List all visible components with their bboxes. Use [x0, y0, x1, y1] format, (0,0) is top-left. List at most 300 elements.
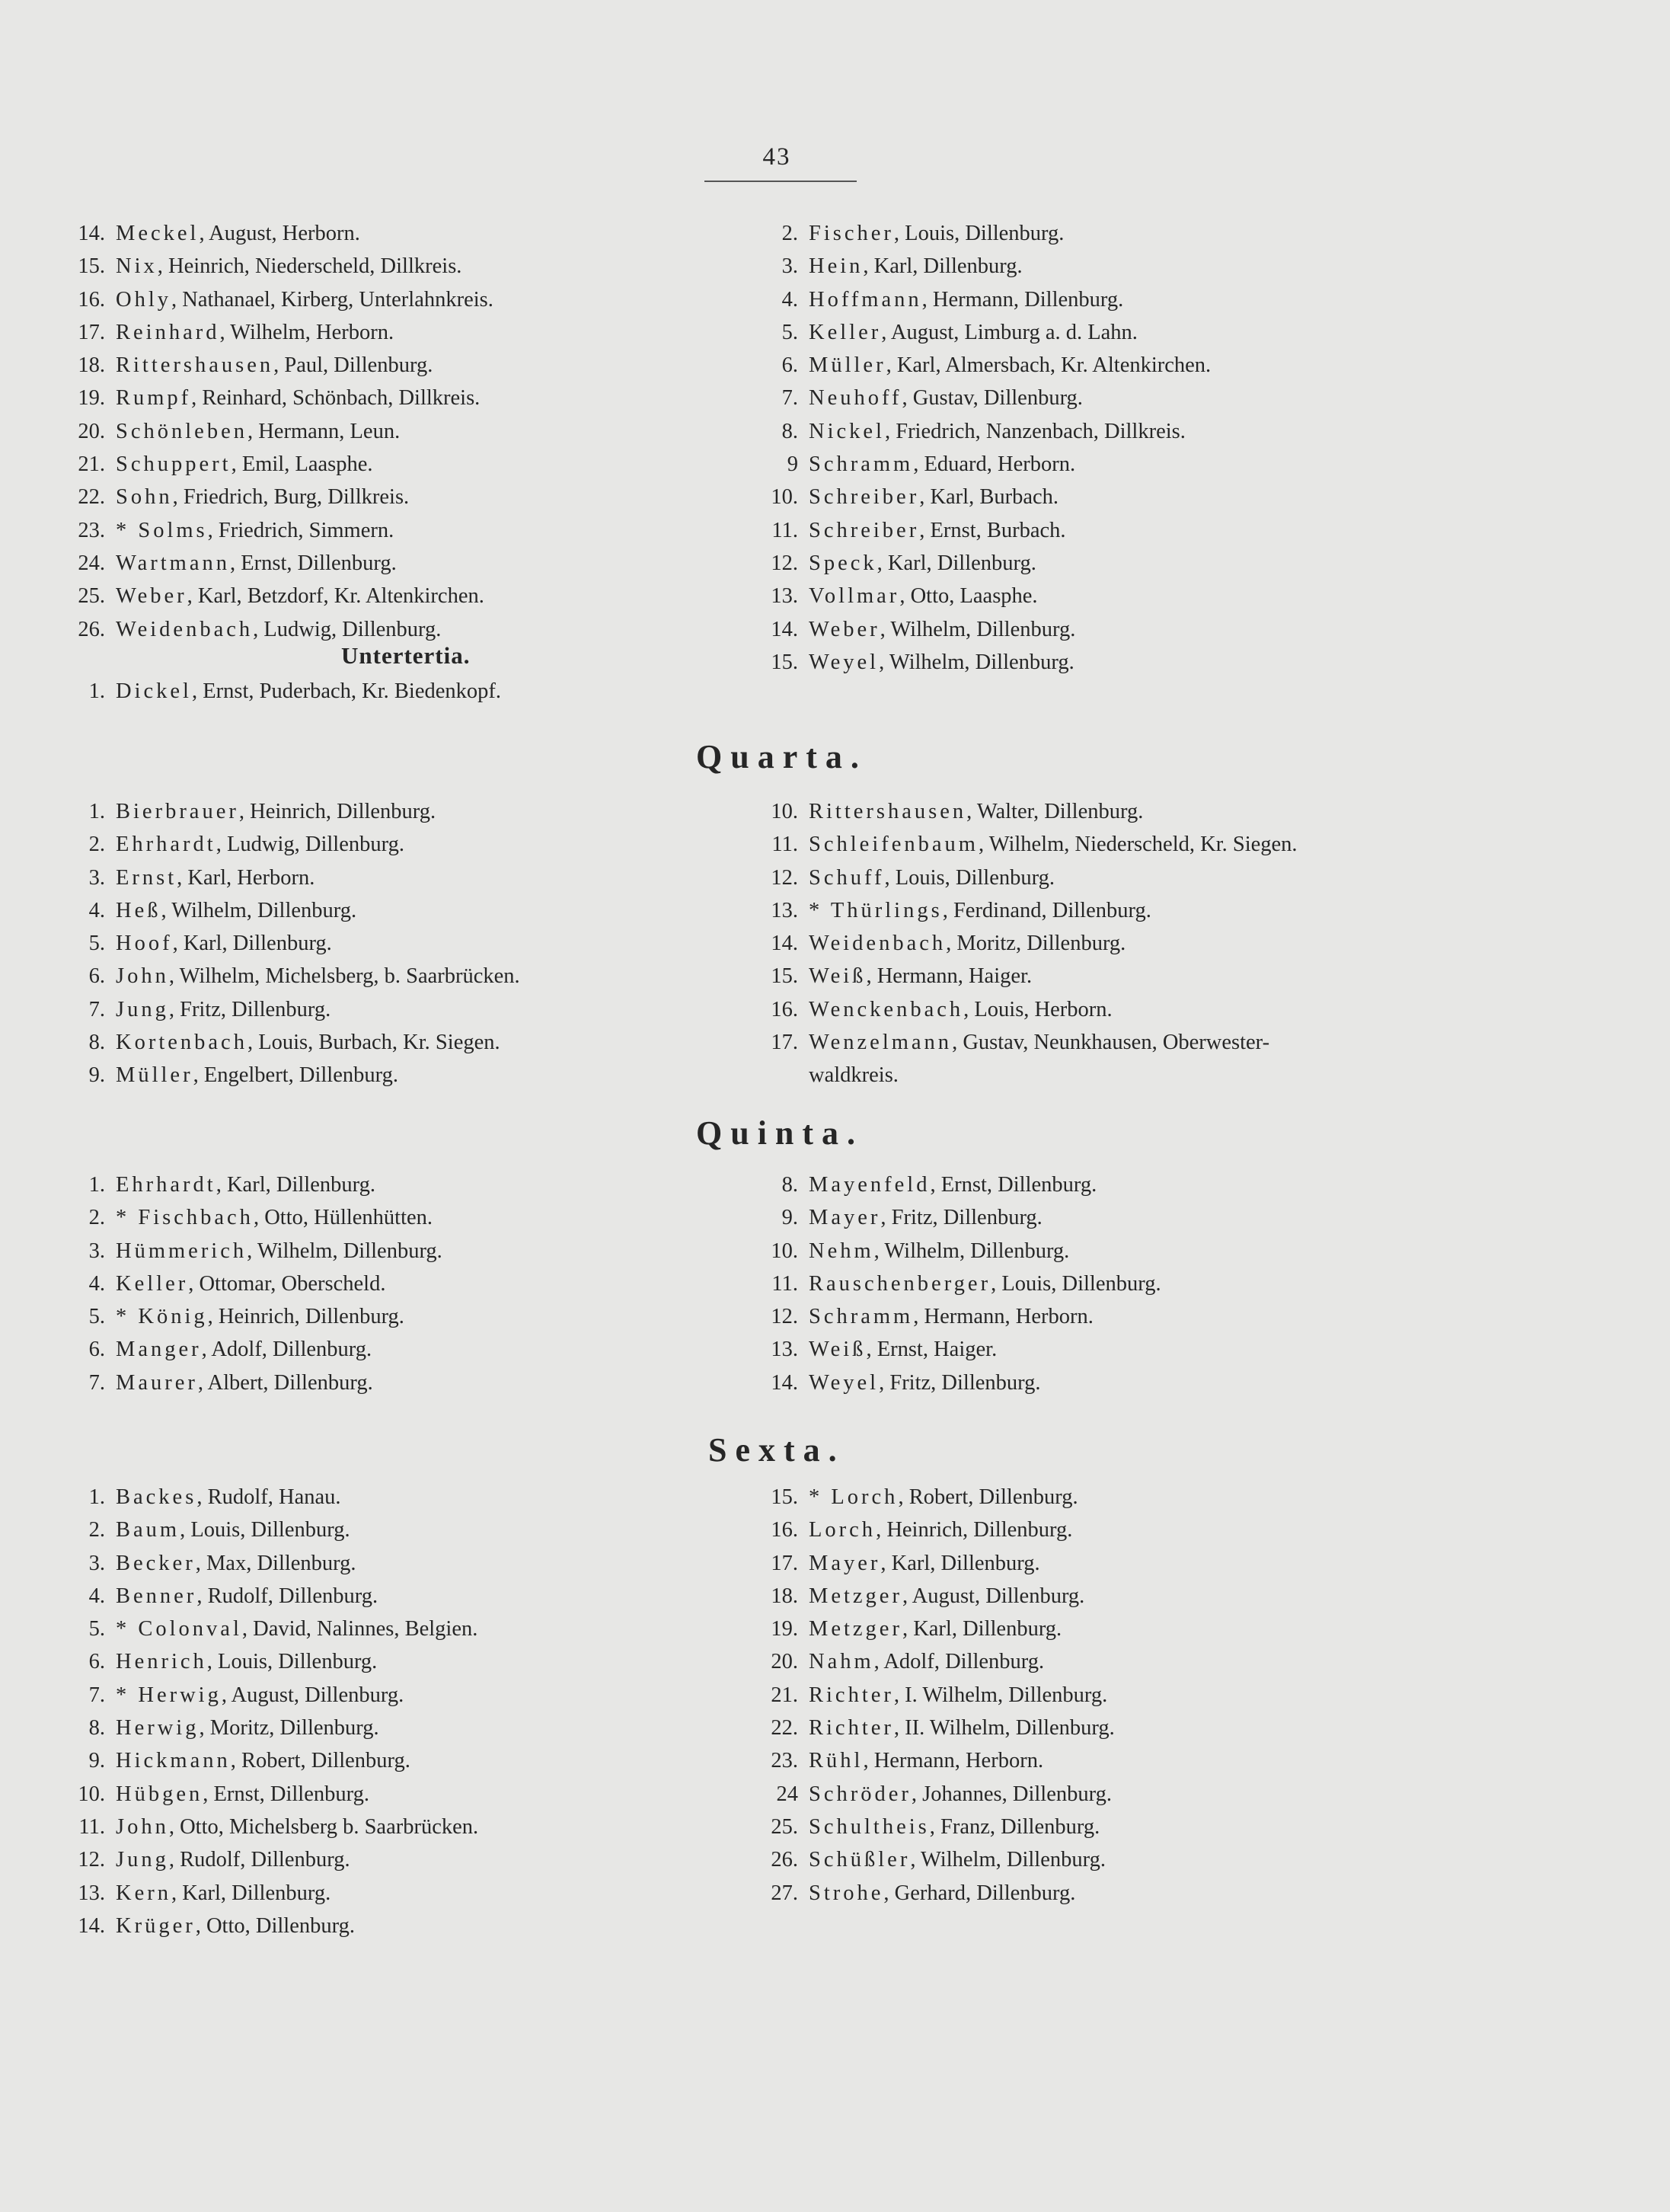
list-item [69, 1580, 478, 1613]
quarta-wrap-line: waldkreis. [809, 1063, 899, 1087]
entry-surname: Herwig [116, 1716, 200, 1741]
list-item [69, 960, 520, 993]
entry-surname: Müller [116, 1063, 193, 1088]
list-item [69, 828, 520, 861]
list-item [69, 861, 520, 894]
entry-number: 8. [88, 1031, 105, 1055]
entry-surname: * König [116, 1305, 208, 1329]
entry-details: , Fritz, Dillenburg. [880, 1206, 1043, 1230]
entry-number: 4. [781, 287, 798, 312]
entry-number: 10. [771, 485, 798, 510]
list-item [762, 1744, 1115, 1777]
list-item [69, 1300, 442, 1333]
list-item [69, 1613, 478, 1645]
entry-number: 24 [776, 1782, 798, 1806]
entry-surname: Wenckenbach [809, 997, 964, 1021]
entry-details: , Wilhelm, Michelsberg, b. Saarbrücken. [168, 964, 520, 989]
list-item [69, 1645, 478, 1678]
entry-surname: Metzger [809, 1617, 902, 1641]
entry-number: 12. [771, 865, 798, 890]
list-item [762, 1201, 1161, 1234]
quarta-right-list [762, 795, 1298, 1059]
entry-details: , Otto, Laasphe. [899, 584, 1038, 609]
entry-number: 12. [771, 1305, 798, 1329]
entry-surname: Mayer [809, 1206, 881, 1230]
list-item [762, 1645, 1115, 1678]
entry-details: , Karl, Dillenburg. [877, 551, 1036, 575]
list-item [762, 1613, 1115, 1645]
entry-surname: * Herwig [116, 1683, 222, 1707]
entry-surname: Heß [116, 898, 161, 922]
entry-number: 5. [781, 320, 798, 344]
list-item [69, 1811, 478, 1843]
entry-surname: Keller [116, 1271, 189, 1296]
entry-number: 4. [88, 1584, 105, 1608]
entry-details: , Fritz, Dillenburg. [879, 1370, 1041, 1395]
entry-surname: Wenzelmann [809, 1031, 953, 1055]
entry-surname: Hümmerich [116, 1239, 247, 1263]
entry-number: 6. [781, 353, 798, 378]
entry-number: 3. [781, 254, 798, 279]
entry-surname: Nehm [809, 1239, 874, 1263]
top-left-list [69, 217, 493, 646]
entry-details: , Wilhelm, Niederscheld, Kr. Siegen. [978, 833, 1298, 857]
entry-details: , Walter, Dillenburg. [966, 800, 1144, 823]
entry-surname: Weber [809, 617, 880, 641]
list-item [762, 1235, 1161, 1267]
entry-number: 10. [771, 800, 798, 823]
list-item [762, 1300, 1161, 1333]
entry-details: , Hermann, Dillenburg. [921, 287, 1124, 312]
entry-details: , Louis, Burbach, Kr. Siegen. [247, 1031, 500, 1055]
list-item [762, 1712, 1115, 1744]
entry-surname: Weiß [809, 1338, 867, 1362]
list-item [762, 1168, 1161, 1201]
list-item [762, 927, 1298, 960]
quinta-heading: Quinta. [696, 1114, 864, 1152]
sexta-right-list [762, 1481, 1115, 1910]
entry-details: , Wilhelm, Dillenburg. [910, 1848, 1106, 1872]
entry-details: , Reinhard, Schönbach, Dillkreis. [191, 386, 481, 411]
entry-number: 13. [78, 1881, 105, 1905]
entry-surname: Rittershausen [116, 353, 274, 378]
entry-details: , Gustav, Dillenburg. [902, 386, 1083, 411]
entry-number: 12. [78, 1848, 105, 1872]
entry-details: , Ernst, Dillenburg. [230, 551, 397, 575]
entry-number: 18. [78, 353, 105, 378]
entry-details: , Louis, Dillenburg. [991, 1271, 1161, 1296]
entry-surname: Lorch [809, 1518, 877, 1542]
list-item [69, 675, 501, 708]
list-item [762, 1481, 1115, 1514]
entry-details: , Hermann, Herborn. [913, 1305, 1094, 1329]
entry-number: 21. [771, 1683, 798, 1707]
quarta-heading: Quarta. [696, 738, 867, 775]
entry-number: 9 [787, 452, 798, 477]
sexta-left-list [69, 1481, 478, 1942]
entry-surname: Ernst [116, 865, 177, 890]
entry-surname: Müller [809, 353, 886, 378]
entry-surname: Schuppert [116, 452, 232, 477]
entry-details: , Karl, Dillenburg. [172, 932, 332, 956]
entry-number: 18. [771, 1584, 798, 1608]
entry-number: 11. [771, 518, 798, 542]
untertertia-heading: Untertertia. [341, 642, 471, 669]
entry-number: 4. [88, 1271, 105, 1296]
entry-details: , Ottomar, Oberscheld. [188, 1271, 386, 1296]
list-item [762, 580, 1211, 612]
list-item [69, 1026, 520, 1059]
list-item [69, 1201, 442, 1234]
entry-details: , Karl, Dillenburg. [171, 1881, 331, 1905]
list-item [762, 382, 1211, 414]
entry-surname: Schuff [809, 865, 885, 890]
entry-details: , Wilhelm, Dillenburg. [161, 898, 357, 922]
entry-surname: Schreiber [809, 485, 920, 510]
entry-surname: Metzger [809, 1584, 902, 1608]
entry-number: 16. [771, 1518, 798, 1542]
sexta-heading: Sexta. [708, 1431, 845, 1469]
list-item [762, 1679, 1115, 1712]
entry-surname: Weyel [809, 1370, 880, 1395]
entry-details: , Nathanael, Kirberg, Unterlahnkreis. [171, 287, 493, 312]
entry-details: , Karl, Dillenburg. [880, 1551, 1040, 1575]
list-item [69, 1910, 478, 1942]
list-item [762, 1267, 1161, 1300]
entry-details: , Adolf, Dillenburg. [873, 1650, 1045, 1674]
entry-surname: Rühl [809, 1749, 864, 1773]
entry-number: 10. [78, 1782, 105, 1806]
entry-surname: Ehrhardt [116, 833, 216, 857]
entry-number: 19. [771, 1617, 798, 1641]
list-item [762, 547, 1211, 580]
entry-details: , Moritz, Dillenburg. [199, 1716, 379, 1741]
entry-surname: Weber [116, 584, 187, 609]
entry-surname: Ehrhardt [116, 1173, 216, 1197]
untertertia-first-entry [69, 675, 501, 708]
list-item [762, 1026, 1298, 1059]
list-item [762, 960, 1298, 993]
entry-surname: John [116, 1814, 169, 1839]
entry-number: 15. [771, 1485, 798, 1509]
entry-number: 25. [771, 1814, 798, 1839]
entry-number: 2. [88, 1206, 105, 1230]
list-item [762, 795, 1298, 828]
entry-details: , Karl, Dillenburg. [902, 1617, 1062, 1641]
list-item [69, 1267, 442, 1300]
entry-number: 26. [78, 617, 105, 641]
entry-details: , Gustav, Neunkhausen, Oberwester- [952, 1031, 1270, 1055]
entry-number: 7. [88, 1370, 105, 1395]
list-item [762, 1843, 1115, 1876]
list-item [69, 1481, 478, 1514]
page-number: 43 [762, 143, 791, 171]
list-item [69, 547, 493, 580]
list-item [762, 1514, 1115, 1546]
entry-details: , Friedrich, Burg, Dillkreis. [172, 485, 410, 510]
entry-number: 5. [88, 1305, 105, 1329]
list-item [762, 349, 1211, 382]
entry-details: , Ernst, Dillenburg. [203, 1782, 369, 1806]
entry-number: 7. [88, 997, 105, 1021]
entry-details: , I. Wilhelm, Dillenburg. [893, 1683, 1108, 1707]
list-item [69, 1877, 478, 1910]
entry-number: 20. [771, 1650, 798, 1674]
entry-details: , Engelbert, Dillenburg. [193, 1063, 398, 1088]
entry-surname: John [116, 964, 169, 989]
entry-number: 20. [78, 419, 105, 443]
entry-number: 23. [78, 518, 105, 542]
entry-details: , Albert, Dillenburg. [197, 1370, 373, 1395]
list-item [69, 1547, 478, 1580]
entry-details: , August, Limburg a. d. Lahn. [881, 320, 1138, 344]
list-item [69, 382, 493, 414]
entry-surname: Sohn [116, 485, 173, 510]
entry-details: , Wilhelm, Herborn. [219, 320, 394, 344]
entry-details: , Johannes, Dillenburg. [911, 1782, 1112, 1806]
entry-surname: Schröder [809, 1782, 912, 1806]
entry-surname: Baum [116, 1518, 180, 1542]
entry-number: 9. [88, 1749, 105, 1773]
entry-surname: Richter [809, 1716, 894, 1741]
entry-details: , Louis, Dillenburg. [884, 865, 1055, 890]
entry-surname: Rauschenberger [809, 1271, 991, 1296]
entry-surname: Nahm [809, 1650, 874, 1674]
entry-number: 1. [88, 1485, 105, 1509]
entry-surname: Hoffmann [809, 287, 922, 312]
entry-details: , Max, Dillenburg. [195, 1551, 356, 1575]
entry-surname: Manger [116, 1338, 202, 1362]
entry-number: 13. [771, 584, 798, 609]
entry-number: 2. [781, 222, 798, 245]
entry-surname: Nix [116, 254, 158, 279]
entry-details: , August, Dillenburg. [221, 1683, 404, 1707]
entry-details: , Louis, Dillenburg. [180, 1518, 350, 1542]
entry-number: 3. [88, 1239, 105, 1263]
entry-surname: Weiß [809, 964, 867, 989]
list-item [69, 1235, 442, 1267]
entry-details: , Karl, Herborn. [177, 865, 315, 890]
entry-number: 15. [78, 254, 105, 279]
entry-details: , Robert, Dillenburg. [898, 1485, 1078, 1509]
entry-details: , August, Dillenburg. [902, 1584, 1085, 1608]
list-item [762, 250, 1211, 283]
list-item [69, 514, 493, 547]
entry-number: 11. [78, 1814, 105, 1839]
list-item [762, 646, 1211, 679]
entry-number: 15. [771, 650, 798, 674]
list-item [69, 580, 493, 612]
entry-surname: * Fischbach [116, 1206, 254, 1230]
entry-number: 26. [771, 1848, 798, 1872]
entry-details: , Louis, Dillenburg. [206, 1650, 378, 1674]
list-item [69, 1712, 478, 1744]
entry-surname: Maurer [116, 1370, 198, 1395]
entry-number: 10. [771, 1239, 798, 1263]
list-item [69, 1843, 478, 1876]
list-item [69, 795, 520, 828]
entry-surname: Rumpf [116, 386, 192, 411]
entry-details: , Rudolf, Dillenburg. [196, 1584, 378, 1608]
entry-number: 14. [78, 1913, 105, 1938]
entry-number: 14. [771, 932, 798, 956]
entry-surname: Neuhoff [809, 386, 902, 411]
top-right-list [762, 217, 1211, 679]
entry-surname: Rittershausen [809, 800, 967, 823]
list-item [69, 1367, 442, 1399]
entry-number: 5. [88, 932, 105, 956]
entry-number: 7. [781, 386, 798, 411]
entry-surname: Hickmann [116, 1749, 231, 1773]
list-item [69, 316, 493, 349]
entry-surname: Bierbrauer [116, 800, 239, 823]
entry-details: , Ernst, Burbach. [919, 518, 1066, 542]
entry-details: , Ludwig, Dillenburg. [216, 833, 404, 857]
entry-details: , Ernst, Puderbach, Kr. Biedenkopf. [191, 679, 502, 703]
entry-details: , Fritz, Dillenburg. [168, 997, 331, 1021]
entry-surname: Ohly [116, 287, 171, 312]
entry-details: , David, Nalinnes, Belgien. [241, 1617, 478, 1641]
entry-details: , Wilhelm, Dillenburg. [873, 1239, 1070, 1263]
quinta-left-list [69, 1168, 442, 1399]
entry-details: , Ferdinand, Dillenburg. [942, 898, 1151, 922]
entry-surname: Mayenfeld [809, 1173, 931, 1197]
list-item [762, 1877, 1115, 1910]
entry-details: , Otto, Michelsberg b. Saarbrücken. [168, 1814, 479, 1839]
entry-surname: Weyel [809, 650, 880, 674]
list-item [762, 316, 1211, 349]
entry-number: 15. [771, 964, 798, 989]
list-item [69, 1744, 478, 1777]
entry-surname: Vollmar [809, 584, 900, 609]
list-item [69, 1778, 478, 1811]
entry-details: , Robert, Dillenburg. [230, 1749, 410, 1773]
entry-surname: Schreiber [809, 518, 920, 542]
entry-number: 21. [78, 452, 105, 477]
entry-details: , Wilhelm, Dillenburg. [879, 650, 1074, 674]
list-item [762, 1580, 1115, 1613]
entry-surname: * Thürlings [809, 898, 943, 922]
list-item [69, 1333, 442, 1366]
entry-details: , Emil, Laasphe. [231, 452, 373, 477]
entry-surname: Hein [809, 254, 864, 279]
entry-details: , Otto, Hüllenhütten. [253, 1206, 433, 1230]
list-item [762, 1333, 1161, 1366]
entry-details: , Hermann, Leun. [247, 419, 401, 443]
entry-surname: Weidenbach [116, 617, 254, 641]
entry-details: , Heinrich, Dillenburg. [238, 800, 436, 823]
entry-details: , Louis, Dillenburg. [893, 222, 1065, 245]
entry-surname: Dickel [116, 679, 192, 703]
entry-surname: Schüßler [809, 1848, 911, 1872]
list-item [69, 927, 520, 960]
entry-surname: * Solms [116, 518, 208, 542]
entry-number: 8. [781, 1173, 798, 1197]
entry-surname: Richter [809, 1683, 894, 1707]
entry-number: 13. [771, 898, 798, 922]
list-item [762, 514, 1211, 547]
entry-details: , Karl, Dillenburg. [863, 254, 1023, 279]
list-item [762, 828, 1298, 861]
entry-surname: Henrich [116, 1650, 207, 1674]
quarta-right-wrap [762, 1059, 899, 1092]
entry-details: , Heinrich, Dillenburg. [207, 1305, 404, 1329]
entry-surname: * Colonval [116, 1617, 242, 1641]
entry-number: 3. [88, 865, 105, 890]
list-item [762, 283, 1211, 316]
entry-details: , Friedrich, Nanzenbach, Dillkreis. [884, 419, 1186, 443]
entry-number: 25. [78, 584, 105, 609]
list-item [69, 415, 493, 448]
entry-surname: Schleifenbaum [809, 833, 979, 857]
list-item [69, 217, 493, 250]
entry-details: , Friedrich, Simmern. [207, 518, 394, 542]
entry-details: , II. Wilhelm, Dillenburg. [893, 1716, 1115, 1741]
list-item [69, 993, 520, 1026]
list-item [762, 217, 1211, 250]
entry-number: 24. [78, 551, 105, 575]
entry-surname: Strohe [809, 1881, 884, 1905]
entry-surname: Backes [116, 1485, 197, 1509]
entry-surname: Schultheis [809, 1814, 930, 1839]
entry-number: 6. [88, 964, 105, 989]
entry-surname: Benner [116, 1584, 197, 1608]
list-item [69, 448, 493, 481]
entry-surname: Fischer [809, 222, 894, 245]
entry-surname: Jung [116, 997, 169, 1021]
entry-number: 17. [78, 320, 105, 344]
list-item [69, 250, 493, 283]
entry-number: 3. [88, 1551, 105, 1575]
list-item [69, 894, 520, 927]
entry-number: 19. [78, 386, 105, 411]
list-item [69, 1679, 478, 1712]
entry-surname: Hoof [116, 932, 173, 956]
entry-number: 5. [88, 1617, 105, 1641]
list-item [69, 1059, 520, 1092]
entry-details: , Wilhelm, Dillenburg. [880, 617, 1076, 641]
entry-number: 6. [88, 1338, 105, 1362]
entry-surname: Jung [116, 1848, 169, 1872]
entry-number: 1. [88, 679, 105, 703]
entry-surname: Kortenbach [116, 1031, 247, 1055]
entry-number: 27. [771, 1881, 798, 1905]
entry-details: , Adolf, Dillenburg. [201, 1338, 372, 1362]
entry-details: , Karl, Almersbach, Kr. Altenkirchen. [886, 353, 1212, 378]
entry-number: 16. [771, 997, 798, 1021]
entry-number: 17. [771, 1551, 798, 1575]
entry-details: , Rudolf, Hanau. [196, 1485, 341, 1509]
entry-number: 1. [88, 800, 105, 823]
list-item [762, 448, 1211, 481]
list-item [69, 349, 493, 382]
entry-details: , Moritz, Dillenburg. [946, 932, 1126, 956]
list-item [762, 481, 1211, 513]
quarta-left-list [69, 795, 520, 1092]
entry-number: 9. [88, 1063, 105, 1088]
page-number-rule [704, 181, 857, 182]
entry-details: , Heinrich, Niederscheld, Dillkreis. [157, 254, 462, 279]
entry-number: 9. [781, 1206, 798, 1230]
entry-surname: Mayer [809, 1551, 881, 1575]
list-item [762, 1811, 1115, 1843]
list-item [762, 861, 1298, 894]
entry-details: , Wilhelm, Dillenburg. [247, 1239, 442, 1263]
entry-number: 2. [88, 1518, 105, 1542]
entry-details: , Otto, Dillenburg. [195, 1913, 355, 1938]
entry-number: 4. [88, 898, 105, 922]
entry-number: 23. [771, 1749, 798, 1773]
